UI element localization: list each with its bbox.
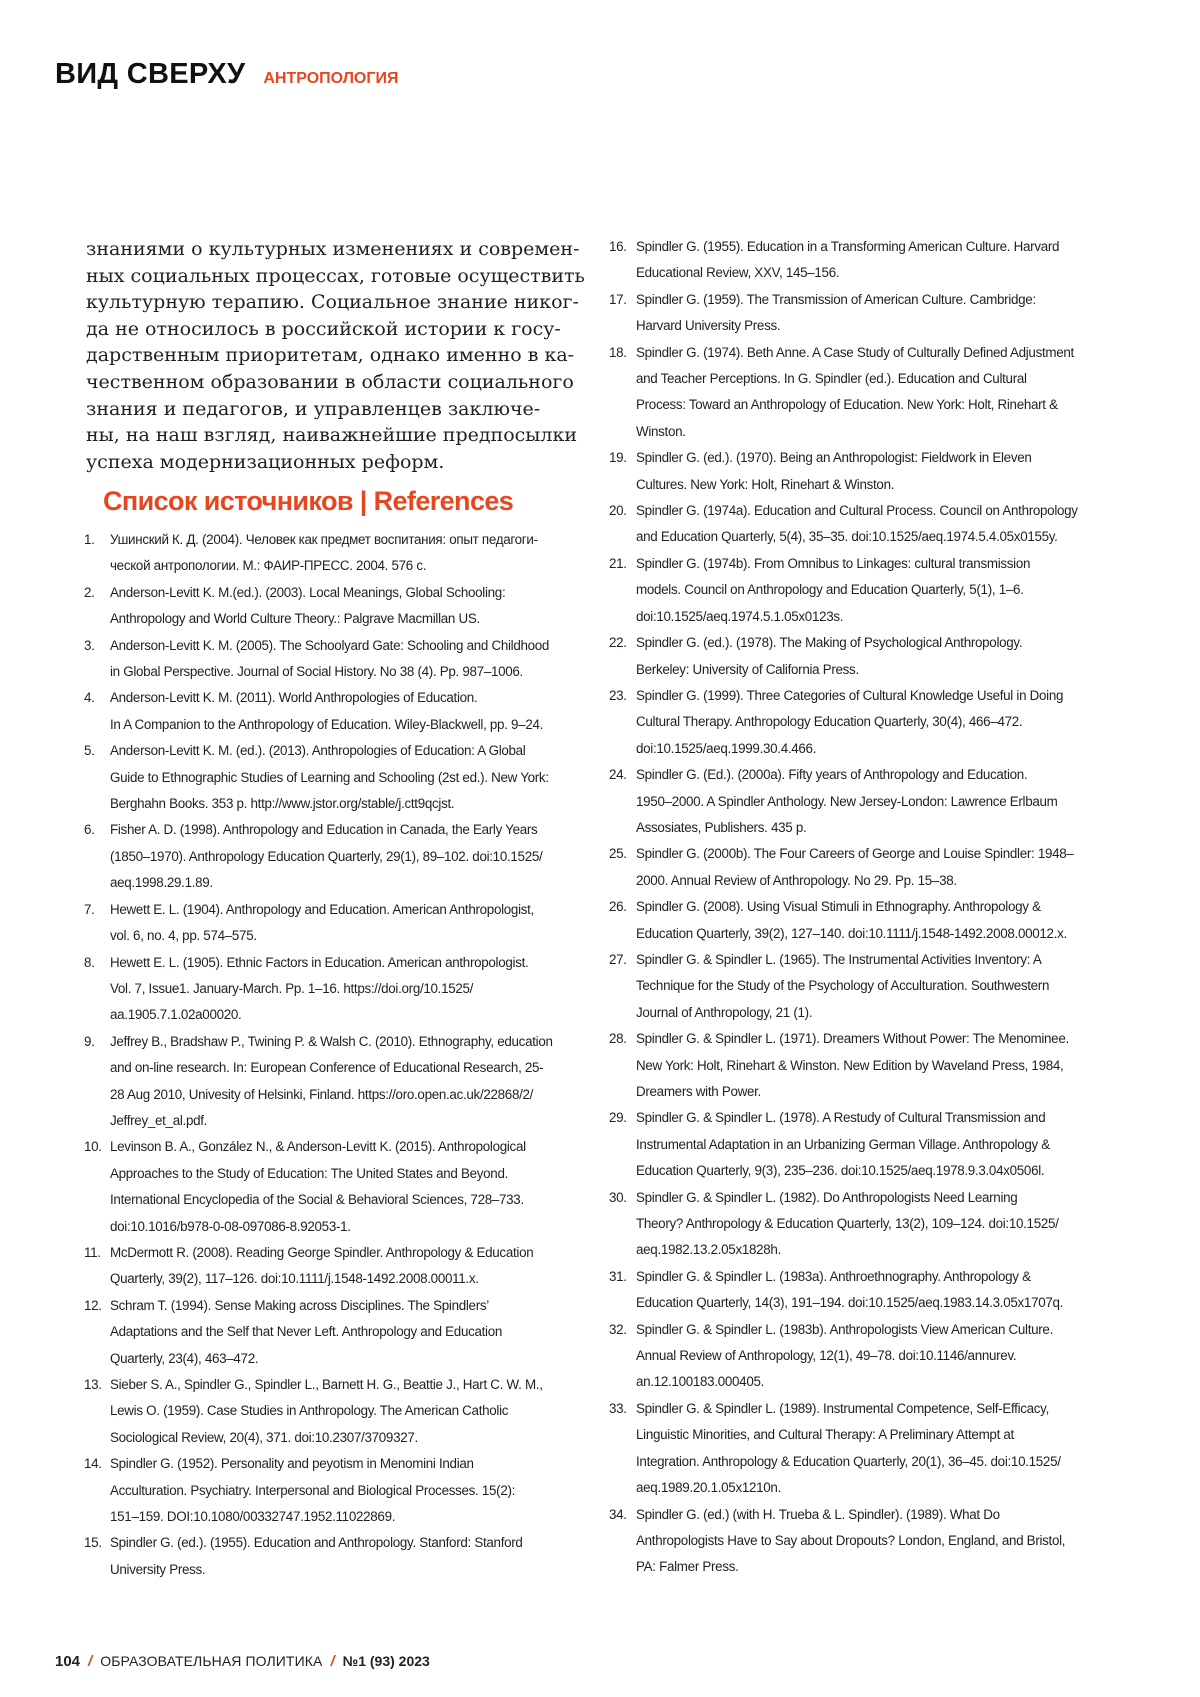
reference-line: Ушинский К. Д. (2004). Человек как предмет воспитания: опыт педагоги- xyxy=(110,527,596,553)
reference-text xyxy=(636,1185,1129,1264)
reference-item xyxy=(609,445,1129,498)
intro-line: ных социальных процессах, готовые осуществить xyxy=(86,263,596,290)
reference-number: 5. xyxy=(84,738,110,817)
reference-line: Integration. Anthropology & Education Quarterly, 20(1), 36–45. doi:10.1525/ xyxy=(636,1449,1129,1475)
reference-item xyxy=(609,1264,1129,1317)
reference-number: 8. xyxy=(84,950,110,1029)
reference-text xyxy=(110,897,596,950)
reference-number: 24. xyxy=(609,762,636,841)
reference-line: Quarterly, 23(4), 463–472. xyxy=(110,1346,596,1372)
reference-number: 25. xyxy=(609,841,636,894)
footer-separator: / xyxy=(330,1653,334,1670)
reference-number: 6. xyxy=(84,817,110,896)
reference-number: 29. xyxy=(609,1105,636,1184)
reference-item xyxy=(609,498,1129,551)
reference-text xyxy=(110,950,596,1029)
reference-line: Education Quarterly, 39(2), 127–140. doi:10.1111/j.1548-1492.2008.00012.x. xyxy=(636,921,1129,947)
reference-line: Technique for the Study of the Psychology of Acculturation. Southwestern xyxy=(636,973,1129,999)
reference-number: 34. xyxy=(609,1502,636,1581)
references-heading: Список источников | References xyxy=(103,486,513,517)
reference-line: International Encyclopedia of the Social & Behavioral Sciences, 728–733. xyxy=(110,1187,596,1213)
reference-text xyxy=(636,894,1129,947)
intro-line: дарственным приоритетам, однако именно в ка- xyxy=(86,342,596,369)
reference-text xyxy=(636,762,1129,841)
reference-line: Cultures. New York: Holt, Rinehart & Winston. xyxy=(636,472,1129,498)
reference-line: 2000. Annual Review of Anthropology. No 29. Pp. 15–38. xyxy=(636,868,1129,894)
reference-text xyxy=(636,1105,1129,1184)
intro-line: знаниями о культурных изменениях и современ- xyxy=(86,236,596,263)
reference-line: 151–159. DOI:10.1080/00332747.1952.11022869. xyxy=(110,1504,596,1530)
reference-line: Sieber S. A., Spindler G., Spindler L., Barnett H. G., Beattie J., Hart C. W. M., xyxy=(110,1372,596,1398)
reference-line: doi:10.1525/aeq.1974.5.1.05x0123s. xyxy=(636,604,1129,630)
reference-line: 1950–2000. A Spindler Anthology. New Jersey-London: Lawrence Erlbaum xyxy=(636,789,1129,815)
reference-item xyxy=(609,1026,1129,1105)
reference-line: Spindler G. & Spindler L. (1965). The Instrumental Activities Inventory: A xyxy=(636,947,1129,973)
reference-text xyxy=(636,445,1129,498)
reference-line: models. Council on Anthropology and Education Quarterly, 5(1), 1–6. xyxy=(636,577,1129,603)
reference-number: 3. xyxy=(84,633,110,686)
references-list-left xyxy=(84,527,596,1583)
reference-item xyxy=(84,1451,596,1530)
reference-line: Spindler G. (2000b). The Four Careers of George and Louise Spindler: 1948– xyxy=(636,841,1129,867)
reference-number: 30. xyxy=(609,1185,636,1264)
reference-line: Spindler G. (1999). Three Categories of Cultural Knowledge Useful in Doing xyxy=(636,683,1129,709)
reference-line: Anderson-Levitt K. M. (2011). World Anthropologies of Education. xyxy=(110,685,596,711)
page-number: 104 xyxy=(55,1653,80,1670)
reference-text xyxy=(636,1026,1129,1105)
reference-number: 12. xyxy=(84,1293,110,1372)
reference-line: Winston. xyxy=(636,419,1129,445)
reference-line: and on-line research. In: European Conference of Educational Research, 25- xyxy=(110,1055,596,1081)
reference-line: Jeffrey_et_al.pdf. xyxy=(110,1108,596,1134)
reference-line: Spindler G. (1974b). From Omnibus to Linkages: cultural transmission xyxy=(636,551,1129,577)
reference-line: Theory? Anthropology & Education Quarterly, 13(2), 109–124. doi:10.1525/ xyxy=(636,1211,1129,1237)
reference-line: in Global Perspective. Journal of Social History. No 38 (4). Pp. 987–1006. xyxy=(110,659,596,685)
reference-item xyxy=(84,1029,596,1135)
page-header xyxy=(55,58,398,91)
page-footer xyxy=(55,1653,430,1670)
reference-item xyxy=(84,580,596,633)
header-title: ВИД СВЕРХУ xyxy=(55,58,245,90)
reference-number: 26. xyxy=(609,894,636,947)
reference-line: University Press. xyxy=(110,1557,596,1583)
header-section: АНТРОПОЛОГИЯ xyxy=(263,70,398,87)
reference-line: Lewis O. (1959). Case Studies in Anthropology. The American Catholic xyxy=(110,1398,596,1424)
reference-text xyxy=(636,1317,1129,1396)
reference-number: 20. xyxy=(609,498,636,551)
reference-line: aeq.1989.20.1.05x1210n. xyxy=(636,1475,1129,1501)
reference-item xyxy=(84,1372,596,1451)
reference-line: Spindler G. (2008). Using Visual Stimuli in Ethnography. Anthropology & xyxy=(636,894,1129,920)
reference-line: Education Quarterly, 9(3), 235–236. doi:10.1525/aeq.1978.9.3.04x0506l. xyxy=(636,1158,1129,1184)
reference-line: an.12.100183.000405. xyxy=(636,1369,1129,1395)
reference-item xyxy=(609,234,1129,287)
intro-paragraph xyxy=(86,236,596,475)
intro-line: культурную терапию. Социальное знание никог- xyxy=(86,289,596,316)
reference-line: Hewett E. L. (1904). Anthropology and Education. American Anthropologist, xyxy=(110,897,596,923)
reference-item xyxy=(609,947,1129,1026)
journal-name: ОБРАЗОВАТЕЛЬНАЯ ПОЛИТИКА xyxy=(100,1653,322,1669)
reference-text xyxy=(110,527,596,580)
reference-number: 19. xyxy=(609,445,636,498)
reference-item xyxy=(609,1502,1129,1581)
reference-line: Spindler G. (1974). Beth Anne. A Case Study of Culturally Defined Adjustment xyxy=(636,340,1129,366)
reference-number: 1. xyxy=(84,527,110,580)
reference-text xyxy=(636,551,1129,630)
reference-text xyxy=(110,1240,596,1293)
reference-line: Dreamers with Power. xyxy=(636,1079,1129,1105)
reference-line: Educational Review, XXV, 145–156. xyxy=(636,260,1129,286)
reference-line: Hewett E. L. (1905). Ethnic Factors in Education. American anthropologist. xyxy=(110,950,596,976)
reference-line: McDermott R. (2008). Reading George Spindler. Anthropology & Education xyxy=(110,1240,596,1266)
reference-line: Process: Toward an Anthropology of Education. New York: Holt, Rinehart & xyxy=(636,392,1129,418)
reference-number: 18. xyxy=(609,340,636,446)
reference-line: Spindler G. & Spindler L. (1971). Dreamers Without Power: The Menominee. xyxy=(636,1026,1129,1052)
reference-item xyxy=(84,685,596,738)
intro-line: успеха модернизационных реформ. xyxy=(86,449,596,476)
reference-number: 4. xyxy=(84,685,110,738)
reference-number: 15. xyxy=(84,1530,110,1583)
reference-line: Spindler G. (ed.) (with H. Trueba & L. Spindler). (1989). What Do xyxy=(636,1502,1129,1528)
reference-line: Fisher A. D. (1998). Anthropology and Education in Canada, the Early Years xyxy=(110,817,596,843)
reference-line: Cultural Therapy. Anthropology Education Quarterly, 30(4), 466–472. xyxy=(636,709,1129,735)
reference-line: Spindler G. (Ed.). (2000a). Fifty years of Anthropology and Education. xyxy=(636,762,1129,788)
reference-line: Anderson-Levitt K. M. (ed.). (2013). Anthropologies of Education: A Global xyxy=(110,738,596,764)
reference-text xyxy=(110,1293,596,1372)
reference-line: Spindler G. (1952). Personality and peyotism in Menomini Indian xyxy=(110,1451,596,1477)
reference-item xyxy=(84,1530,596,1583)
reference-text xyxy=(636,340,1129,446)
reference-item xyxy=(84,738,596,817)
reference-item xyxy=(609,683,1129,762)
reference-text xyxy=(110,580,596,633)
reference-line: Annual Review of Anthropology, 12(1), 49–78. doi:10.1146/annurev. xyxy=(636,1343,1129,1369)
intro-line: чественном образовании в области социального xyxy=(86,369,596,396)
reference-text xyxy=(636,683,1129,762)
reference-item xyxy=(609,1185,1129,1264)
reference-line: In A Companion to the Anthropology of Education. Wiley-Blackwell, pp. 9–24. xyxy=(110,712,596,738)
reference-item xyxy=(609,762,1129,841)
reference-line: Spindler G. & Spindler L. (1983a). Anthroethnography. Anthropology & xyxy=(636,1264,1129,1290)
reference-line: and Education Quarterly, 5(4), 35–35. doi:10.1525/aeq.1974.5.4.05x0155y. xyxy=(636,524,1129,550)
reference-line: Assosiates, Publishers. 435 p. xyxy=(636,815,1129,841)
reference-text xyxy=(110,1530,596,1583)
reference-item xyxy=(609,841,1129,894)
reference-item xyxy=(84,950,596,1029)
reference-item xyxy=(609,630,1129,683)
reference-item xyxy=(84,1134,596,1240)
reference-item xyxy=(609,894,1129,947)
reference-line: Anthropology and World Culture Theory.: Palgrave Macmillan US. xyxy=(110,606,596,632)
reference-line: Instrumental Adaptation in an Urbanizing German Village. Anthropology & xyxy=(636,1132,1129,1158)
references-list-right xyxy=(609,234,1129,1581)
reference-number: 33. xyxy=(609,1396,636,1502)
reference-line: Schram T. (1994). Sense Making across Disciplines. The Spindlers’ xyxy=(110,1293,596,1319)
reference-number: 10. xyxy=(84,1134,110,1240)
reference-line: Anderson-Levitt K. M.(ed.). (2003). Local Meanings, Global Schooling: xyxy=(110,580,596,606)
reference-line: Berghahn Books. 353 p. http://www.jstor.org/stable/j.ctt9qcjst. xyxy=(110,791,596,817)
reference-text xyxy=(110,685,596,738)
reference-line: Spindler G. (ed.). (1978). The Making of Psychological Anthropology. xyxy=(636,630,1129,656)
reference-line: Spindler G. & Spindler L. (1978). A Restudy of Cultural Transmission and xyxy=(636,1105,1129,1131)
reference-line: (1850–1970). Anthropology Education Quarterly, 29(1), 89–102. doi:10.1525/ xyxy=(110,844,596,870)
reference-text xyxy=(636,287,1129,340)
reference-text xyxy=(636,1396,1129,1502)
reference-line: Spindler G. (ed.). (1955). Education and Anthropology. Stanford: Stanford xyxy=(110,1530,596,1556)
reference-line: Linguistic Minorities, and Cultural Therapy: A Preliminary Attempt at xyxy=(636,1422,1129,1448)
reference-number: 31. xyxy=(609,1264,636,1317)
reference-line: vol. 6, no. 4, pp. 574–575. xyxy=(110,923,596,949)
reference-line: Anthropologists Have to Say about Dropouts? London, England, and Bristol, xyxy=(636,1528,1129,1554)
reference-line: ческой антропологии. М.: ФАИР-ПРЕСС. 2004. 576 с. xyxy=(110,553,596,579)
reference-item xyxy=(609,1396,1129,1502)
reference-line: Acculturation. Psychiatry. Interpersonal and Biological Processes. 15(2): xyxy=(110,1478,596,1504)
reference-item xyxy=(84,817,596,896)
reference-number: 28. xyxy=(609,1026,636,1105)
reference-text xyxy=(636,234,1129,287)
reference-text xyxy=(636,947,1129,1026)
reference-text xyxy=(110,1372,596,1451)
reference-line: Spindler G. (1959). The Transmission of American Culture. Cambridge: xyxy=(636,287,1129,313)
reference-number: 16. xyxy=(609,234,636,287)
reference-number: 2. xyxy=(84,580,110,633)
reference-line: New York: Holt, Rinehart & Winston. New Edition by Waveland Press, 1984, xyxy=(636,1053,1129,1079)
reference-line: and Teacher Perceptions. In G. Spindler (ed.). Education and Cultural xyxy=(636,366,1129,392)
reference-line: Spindler G. (ed.). (1970). Being an Anthropologist: Fieldwork in Eleven xyxy=(636,445,1129,471)
reference-line: aeq.1982.13.2.05x1828h. xyxy=(636,1237,1129,1263)
reference-line: Vol. 7, Issue1. January-March. Pp. 1–16. https://doi.org/10.1525/ xyxy=(110,976,596,1002)
reference-line: doi:10.1016/b978-0-08-097086-8.92053-1. xyxy=(110,1214,596,1240)
reference-number: 22. xyxy=(609,630,636,683)
reference-text xyxy=(110,1029,596,1135)
reference-line: 28 Aug 2010, Univesity of Helsinki, Finland. https://oro.open.ac.uk/22868/2/ xyxy=(110,1082,596,1108)
reference-line: Jeffrey B., Bradshaw P., Twining P. & Walsh C. (2010). Ethnography, education xyxy=(110,1029,596,1055)
reference-line: Sociological Review, 20(4), 371. doi:10.2307/3709327. xyxy=(110,1425,596,1451)
reference-number: 27. xyxy=(609,947,636,1026)
reference-line: Spindler G. & Spindler L. (1983b). Anthropologists View American Culture. xyxy=(636,1317,1129,1343)
intro-line: ны, на наш взгляд, наиважнейшие предпосылки xyxy=(86,422,596,449)
reference-line: Spindler G. & Spindler L. (1982). Do Anthropologists Need Learning xyxy=(636,1185,1129,1211)
reference-item xyxy=(609,1317,1129,1396)
reference-line: Approaches to the Study of Education: The United States and Beyond. xyxy=(110,1161,596,1187)
reference-number: 7. xyxy=(84,897,110,950)
reference-number: 17. xyxy=(609,287,636,340)
reference-text xyxy=(636,841,1129,894)
reference-line: Spindler G. (1955). Education in a Transforming American Culture. Harvard xyxy=(636,234,1129,260)
footer-separator: / xyxy=(88,1653,92,1670)
reference-text xyxy=(636,630,1129,683)
reference-line: aeq.1998.29.1.89. xyxy=(110,870,596,896)
reference-number: 9. xyxy=(84,1029,110,1135)
reference-number: 21. xyxy=(609,551,636,630)
reference-line: Berkeley: University of California Press. xyxy=(636,657,1129,683)
reference-line: aa.1905.7.1.02a00020. xyxy=(110,1002,596,1028)
reference-line: Adaptations and the Self that Never Left. Anthropology and Education xyxy=(110,1319,596,1345)
reference-item xyxy=(84,633,596,686)
reference-number: 32. xyxy=(609,1317,636,1396)
reference-line: Harvard University Press. xyxy=(636,313,1129,339)
reference-number: 11. xyxy=(84,1240,110,1293)
reference-text xyxy=(110,817,596,896)
reference-item xyxy=(609,287,1129,340)
reference-item xyxy=(84,1293,596,1372)
reference-line: Anderson-Levitt K. M. (2005). The Schoolyard Gate: Schooling and Childhood xyxy=(110,633,596,659)
reference-text xyxy=(110,1134,596,1240)
reference-line: Guide to Ethnographic Studies of Learning and Schooling (2st ed.). New York: xyxy=(110,765,596,791)
reference-number: 13. xyxy=(84,1372,110,1451)
reference-line: Education Quarterly, 14(3), 191–194. doi:10.1525/aeq.1983.14.3.05x1707q. xyxy=(636,1290,1129,1316)
reference-text xyxy=(636,498,1129,551)
reference-item xyxy=(609,340,1129,446)
reference-item xyxy=(609,551,1129,630)
reference-line: Journal of Anthropology, 21 (1). xyxy=(636,1000,1129,1026)
reference-line: Spindler G. (1974a). Education and Cultural Process. Council on Anthropology xyxy=(636,498,1129,524)
reference-line: Quarterly, 39(2), 117–126. doi:10.1111/j.1548-1492.2008.00011.x. xyxy=(110,1266,596,1292)
intro-line: да не относилось в российской истории к госу- xyxy=(86,316,596,343)
reference-text xyxy=(636,1264,1129,1317)
reference-number: 23. xyxy=(609,683,636,762)
reference-line: Spindler G. & Spindler L. (1989). Instrumental Competence, Self-Efficacy, xyxy=(636,1396,1129,1422)
intro-line: знания и педагогов, и управленцев заключе- xyxy=(86,396,596,423)
reference-text xyxy=(110,738,596,817)
reference-number: 14. xyxy=(84,1451,110,1530)
reference-item xyxy=(609,1105,1129,1184)
reference-item xyxy=(84,1240,596,1293)
reference-text xyxy=(110,633,596,686)
reference-line: PA: Falmer Press. xyxy=(636,1554,1129,1580)
reference-line: doi:10.1525/aeq.1999.30.4.466. xyxy=(636,736,1129,762)
reference-text xyxy=(636,1502,1129,1581)
reference-text xyxy=(110,1451,596,1530)
reference-item xyxy=(84,527,596,580)
reference-item xyxy=(84,897,596,950)
issue-number: №1 (93) 2023 xyxy=(343,1653,430,1669)
reference-line: Levinson B. A., González N., & Anderson-Levitt K. (2015). Anthropological xyxy=(110,1134,596,1160)
